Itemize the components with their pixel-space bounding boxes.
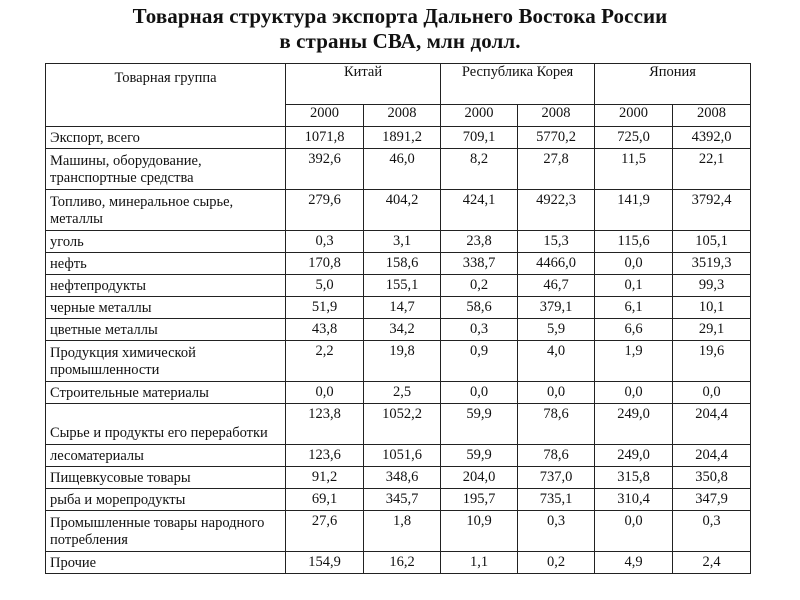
table-row	[46, 445, 751, 467]
table-row	[46, 511, 751, 552]
table-cell: 46,7	[518, 275, 595, 297]
table-cell: 19,6	[673, 341, 751, 382]
row-label: рыба и морепродукты	[46, 489, 286, 511]
table-cell: 15,3	[518, 231, 595, 253]
table-cell: 141,9	[595, 190, 673, 231]
row-label: Пищевкусовые товары	[46, 467, 286, 489]
table-cell: 0,0	[286, 382, 364, 404]
table-row	[46, 404, 751, 445]
table-cell: 22,1	[673, 149, 751, 190]
table-cell: 4922,3	[518, 190, 595, 231]
column-header-year: 2000	[286, 105, 364, 127]
column-header-year: 2008	[673, 105, 751, 127]
table-cell: 310,4	[595, 489, 673, 511]
table-cell: 315,8	[595, 467, 673, 489]
table-cell: 6,6	[595, 319, 673, 341]
table-cell: 2,2	[286, 341, 364, 382]
table-cell: 725,0	[595, 127, 673, 149]
table-cell: 115,6	[595, 231, 673, 253]
table-cell: 123,8	[286, 404, 364, 445]
row-label: Продукция химической промышленности	[46, 341, 286, 382]
table-cell: 58,6	[441, 297, 518, 319]
row-label: Строительные материалы	[46, 382, 286, 404]
table-cell: 59,9	[441, 404, 518, 445]
table-cell: 348,6	[364, 467, 441, 489]
table-cell: 123,6	[286, 445, 364, 467]
row-label: Промышленные товары народного потребления	[46, 511, 286, 552]
table-row	[46, 190, 751, 231]
table-cell: 69,1	[286, 489, 364, 511]
table-cell: 1,8	[364, 511, 441, 552]
table-cell: 0,0	[595, 511, 673, 552]
table-cell: 338,7	[441, 253, 518, 275]
table-cell: 0,9	[441, 341, 518, 382]
table-cell: 19,8	[364, 341, 441, 382]
table-row	[46, 489, 751, 511]
table-cell: 1,9	[595, 341, 673, 382]
column-header-year: 2000	[595, 105, 673, 127]
table-cell: 3792,4	[673, 190, 751, 231]
table-cell: 14,7	[364, 297, 441, 319]
table-cell: 347,9	[673, 489, 751, 511]
table-row	[46, 467, 751, 489]
table-cell: 0,0	[518, 382, 595, 404]
table-row	[46, 149, 751, 190]
table-cell: 0,3	[518, 511, 595, 552]
table-cell: 249,0	[595, 445, 673, 467]
column-header-year: 2000	[441, 105, 518, 127]
table-cell: 4392,0	[673, 127, 751, 149]
table-cell: 170,8	[286, 253, 364, 275]
table-cell: 10,1	[673, 297, 751, 319]
table-cell: 5,9	[518, 319, 595, 341]
table-cell: 154,9	[286, 552, 364, 574]
column-header-korea: Республика Корея	[441, 64, 595, 105]
table-row	[46, 253, 751, 275]
table-cell: 204,0	[441, 467, 518, 489]
table-cell: 345,7	[364, 489, 441, 511]
table-cell: 0,2	[441, 275, 518, 297]
table-cell: 2,4	[673, 552, 751, 574]
row-label: нефть	[46, 253, 286, 275]
table-cell: 5,0	[286, 275, 364, 297]
table-cell: 1071,8	[286, 127, 364, 149]
table-body	[46, 127, 751, 574]
column-header-year: 2008	[518, 105, 595, 127]
table-cell: 23,8	[441, 231, 518, 253]
table-header	[46, 64, 751, 127]
column-header-group: Товарная группа	[46, 64, 286, 127]
row-label: Сырье и продукты его переработки	[46, 404, 286, 445]
row-label: Топливо, минеральное сырье, металлы	[46, 190, 286, 231]
table-cell: 350,8	[673, 467, 751, 489]
table-cell: 59,9	[441, 445, 518, 467]
table-cell: 392,6	[286, 149, 364, 190]
table-cell: 16,2	[364, 552, 441, 574]
table-cell: 27,6	[286, 511, 364, 552]
table-cell: 3,1	[364, 231, 441, 253]
table-cell: 27,8	[518, 149, 595, 190]
row-label: цветные металлы	[46, 319, 286, 341]
table-cell: 0,0	[595, 253, 673, 275]
table-cell: 0,3	[441, 319, 518, 341]
table-cell: 4,0	[518, 341, 595, 382]
table-cell: 78,6	[518, 404, 595, 445]
table-cell: 0,0	[441, 382, 518, 404]
title-line-1: Товарная структура экспорта Дальнего Востока России	[132, 4, 668, 28]
title-line-2: в страны СВА, млн долл.	[279, 29, 521, 53]
table-cell: 735,1	[518, 489, 595, 511]
table-cell: 0,0	[595, 382, 673, 404]
table-cell: 1891,2	[364, 127, 441, 149]
table-cell: 279,6	[286, 190, 364, 231]
table-cell: 43,8	[286, 319, 364, 341]
row-label: уголь	[46, 231, 286, 253]
table-cell: 737,0	[518, 467, 595, 489]
table-row	[46, 319, 751, 341]
table-cell: 34,2	[364, 319, 441, 341]
table-cell: 6,1	[595, 297, 673, 319]
page-title	[0, 4, 800, 54]
row-label: Прочие	[46, 552, 286, 574]
table-cell: 11,5	[595, 149, 673, 190]
row-label: Экспорт, всего	[46, 127, 286, 149]
table-cell: 99,3	[673, 275, 751, 297]
table-cell: 1052,2	[364, 404, 441, 445]
table-cell: 1,1	[441, 552, 518, 574]
table-cell: 46,0	[364, 149, 441, 190]
table-row	[46, 341, 751, 382]
table-cell: 10,9	[441, 511, 518, 552]
table-cell: 424,1	[441, 190, 518, 231]
table-cell: 91,2	[286, 467, 364, 489]
table-cell: 4466,0	[518, 253, 595, 275]
table-row	[46, 382, 751, 404]
table-cell: 1051,6	[364, 445, 441, 467]
table-cell: 158,6	[364, 253, 441, 275]
table-row	[46, 231, 751, 253]
table-cell: 379,1	[518, 297, 595, 319]
table-cell: 0,2	[518, 552, 595, 574]
export-structure-table	[45, 63, 751, 574]
table-cell: 195,7	[441, 489, 518, 511]
table-cell: 51,9	[286, 297, 364, 319]
table-row	[46, 297, 751, 319]
table-cell: 0,1	[595, 275, 673, 297]
table-cell: 78,6	[518, 445, 595, 467]
table-cell: 8,2	[441, 149, 518, 190]
table-cell: 709,1	[441, 127, 518, 149]
row-label: нефтепродукты	[46, 275, 286, 297]
table-cell: 5770,2	[518, 127, 595, 149]
table-cell: 404,2	[364, 190, 441, 231]
row-label: черные металлы	[46, 297, 286, 319]
table-row	[46, 552, 751, 574]
table-cell: 155,1	[364, 275, 441, 297]
row-label: Машины, оборудование, транспортные средства	[46, 149, 286, 190]
table-cell: 249,0	[595, 404, 673, 445]
column-header-japan: Япония	[595, 64, 751, 105]
table-cell: 105,1	[673, 231, 751, 253]
table-cell: 29,1	[673, 319, 751, 341]
table-cell: 204,4	[673, 404, 751, 445]
table-cell: 0,3	[286, 231, 364, 253]
table-row	[46, 275, 751, 297]
row-label: лесоматериалы	[46, 445, 286, 467]
table-cell: 4,9	[595, 552, 673, 574]
table-cell: 0,3	[673, 511, 751, 552]
column-header-year: 2008	[364, 105, 441, 127]
table-cell: 3519,3	[673, 253, 751, 275]
column-header-china: Китай	[286, 64, 441, 105]
table-cell: 204,4	[673, 445, 751, 467]
table-row	[46, 127, 751, 149]
table-cell: 0,0	[673, 382, 751, 404]
table-cell: 2,5	[364, 382, 441, 404]
